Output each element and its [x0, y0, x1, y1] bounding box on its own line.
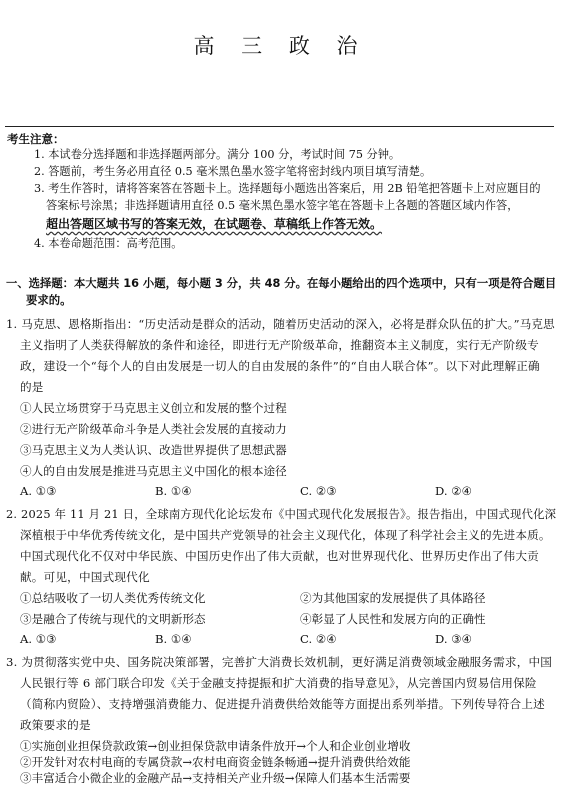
section-heading-cont: 要求的。 [26, 293, 72, 307]
section-heading: 一、选择题：本大题共 16 小题，每小题 3 分，共 48 分。在每小题给出的四个选项中，只有一项是符合题目 [6, 276, 557, 290]
q1-statement-4: ④人的自由发展是推进马克思主义中国化的根本途径 [20, 464, 287, 478]
notice-warning: 超出答题区域书写的答案无效，在试题卷、草稿纸上作答无效。 [46, 217, 383, 231]
q1-choice-d: D. ②④ [435, 484, 473, 498]
q1-choice-b: B. ①④ [155, 484, 192, 498]
q3-stem-line: 3. 为贯彻落实党中央、国务院决策部署，完善扩大消费长效机制，更好满足消费领域金融服务需求，中国 [6, 655, 553, 669]
q3-statement-2: ②开发针对农村电商的专属贷款→农村电商资金链条畅通→提升消费供给效能 [20, 755, 411, 769]
q1-statement-3: ③马克思主义为人类认识、改造世界提供了思想武器 [20, 443, 287, 457]
q3-stem-line: （简称内贸险）、支持增强消费能力、促进提升消费供给效能等方面提出系列举措。下列传导符合上述 [20, 697, 545, 711]
q2-statement-4: ④彰显了人民性和发展方向的正确性 [300, 612, 486, 626]
q1-stem-line: 的是 [20, 380, 44, 394]
q2-stem-line: 中国式现代化不仅对中华民族、中国历史作出了伟大贡献，也对世界现代化、世界历史作出了伟大贡 [20, 549, 539, 563]
q3-statement-1: ①实施创业担保贷款政策→创业担保贷款申请条件放开→个人和企业创业增收 [20, 739, 411, 753]
q2-statement-1: ①总结吸收了一切人类优秀传统文化 [20, 591, 206, 605]
notice-item-4: 4. 本卷命题范围：高考范围。 [34, 237, 183, 250]
q2-choice-a: A. ①③ [20, 632, 57, 646]
q1-choice-c: C. ②③ [300, 484, 337, 498]
q2-choice-b: B. ①④ [155, 632, 192, 646]
header-divider [5, 126, 554, 127]
q3-stem-line: 人民银行等 6 部门联合印发《关于金融支持提振和扩大消费的指导意见》，从完善国内贸易信用保险 [20, 676, 537, 690]
q2-statement-3: ③是融合了传统与现代的文明新形态 [20, 612, 206, 626]
q2-statement-2: ②为其他国家的发展提供了具体路径 [300, 591, 486, 605]
q2-stem-line: 2. 2025 年 11 月 21 日，全球南方现代化论坛发布《中国式现代化发展报告》。报告指出，中国式现代化深 [6, 507, 557, 521]
q1-stem-line: 政，建设一个“每个人的自由发展是一切人的自由发展的条件”的“自由人联合体”。以下对此理解正确 [20, 359, 540, 373]
q1-stem-line: 主义指明了人类获得解放的条件和途径，即进行无产阶级革命，推翻资本主义制度，实行无产阶级专 [20, 338, 539, 352]
notice-heading: 考生注意： [7, 132, 65, 146]
q1-statement-2: ②进行无产阶级革命斗争是人类社会发展的直接动力 [20, 422, 287, 436]
notice-item-3-cont: 答案标号涂黑；非选择题请用直径 0.5 毫米黑色墨水签字笔在答题卡上各题的答题区域内作答， [46, 199, 519, 212]
notice-item-2: 2. 答题前，考生务必用直径 0.5 毫米黑色墨水签字笔将密封线内项目填写清楚。 [34, 165, 432, 178]
q2-stem-line: 献。可见，中国式现代化 [20, 570, 150, 584]
q1-statement-1: ①人民立场贯穿于马克思主义创立和发展的整个过程 [20, 401, 287, 415]
q3-stem-line: 政策要求的是 [20, 718, 91, 732]
q3-statement-3: ③丰富适合小微企业的金融产品→支持相关产业升级→保障人们基本生活需要 [20, 771, 411, 785]
q1-stem-line: 1. 马克思、恩格斯指出：“历史活动是群众的活动，随着历史活动的深入，必将是群众队伍的扩大。”马克思 [6, 317, 555, 331]
q2-choice-c: C. ②④ [300, 632, 337, 646]
notice-item-1: 1. 本试卷分选择题和非选择题两部分。满分 100 分，考试时间 75 分钟。 [34, 148, 401, 161]
q1-choice-a: A. ①③ [20, 484, 57, 498]
page-title: 高 三 政 治 [193, 34, 368, 58]
notice-item-3: 3. 考生作答时，请将答案答在答题卡上。选择题每小题选出答案后，用 2B 铅笔把答题卡上对应题目的 [34, 182, 541, 195]
q2-choice-d: D. ③④ [435, 632, 473, 646]
q2-stem-line: 深植根于中华优秀传统文化，是中国共产党领导的社会主义现代化，体现了科学社会主义的先进本质。 [20, 528, 551, 542]
